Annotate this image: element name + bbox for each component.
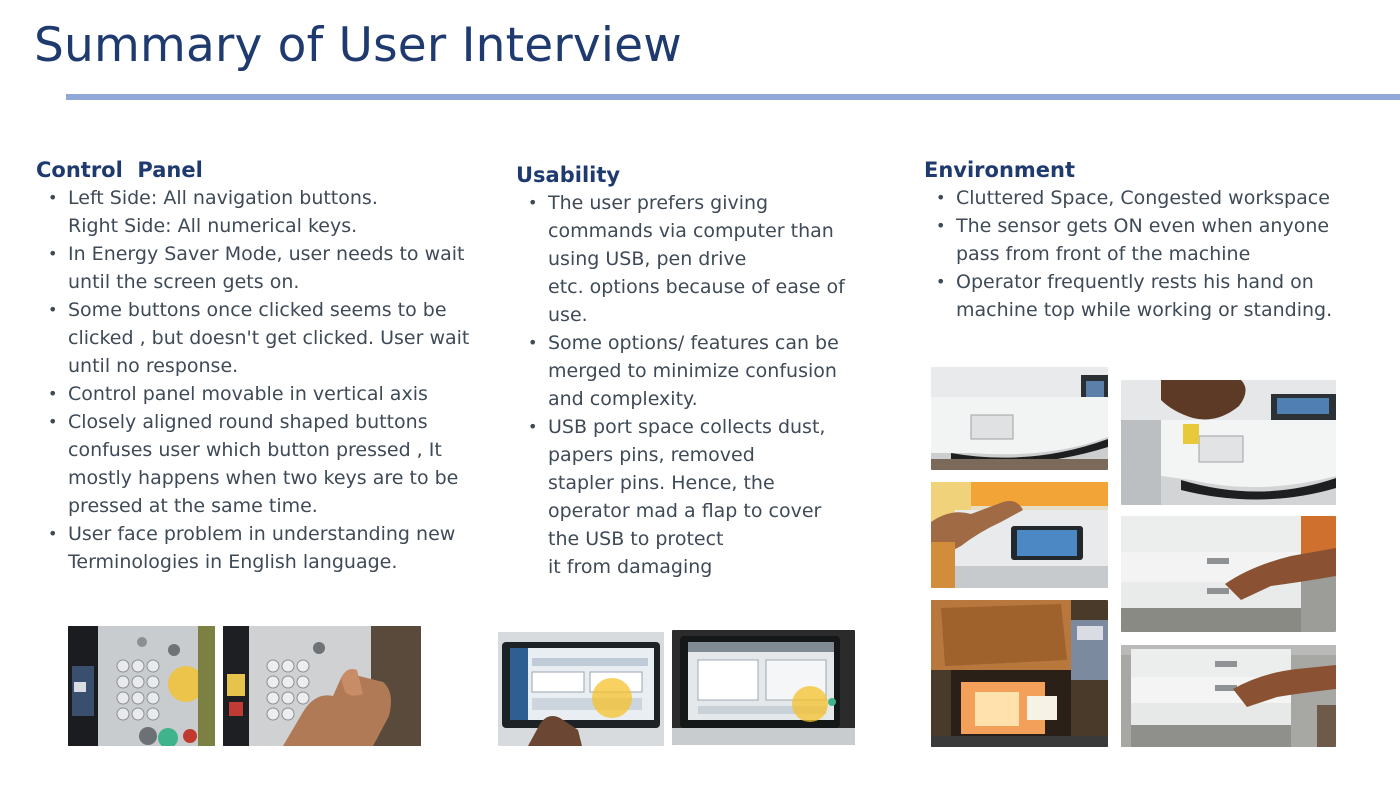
bullet-item: • Closely aligned round shaped buttons confuses user which button pressed , It mostly happens when two keys are to be pressed at the same time. xyxy=(36,408,486,520)
bullet-item: • Some options/ features can be merged to minimize confusion and complexity. xyxy=(516,329,856,413)
bullet-item: • Cluttered Space, Congested workspace xyxy=(924,184,1374,212)
slide-title: Summary of User Interview xyxy=(34,18,682,73)
section-control-panel xyxy=(36,158,486,576)
control-panel-bullet-list xyxy=(36,184,486,576)
bullet-item: • In Energy Saver Mode, user needs to wait until the screen gets on. xyxy=(36,240,486,296)
photo-control-panel-hand xyxy=(223,626,421,746)
photo-scanner-top xyxy=(931,367,1108,470)
bullet-item: • User face problem in understanding new Terminologies in English language. xyxy=(36,520,486,576)
bullet-item: • Some buttons once clicked seems to be clicked , but doesn't get clicked. User wait until no response. xyxy=(36,296,486,380)
section-environment xyxy=(924,158,1374,324)
photo-hand-on-machine-top xyxy=(1121,380,1336,505)
photo-open-cabinet xyxy=(931,600,1108,747)
bullet-item: • Left Side: All navigation buttons. Right Side: All numerical keys. xyxy=(36,184,486,240)
section-heading-usability: Usability xyxy=(516,163,621,187)
section-usability xyxy=(516,163,856,581)
environment-bullet-list xyxy=(924,184,1374,324)
photo-touchscreen-display xyxy=(672,630,855,745)
photo-hand-on-drawer xyxy=(1121,645,1336,747)
section-heading-control-panel: Control Panel xyxy=(36,158,203,182)
bullet-item: • USB port space collects dust, papers pins, removed stapler pins. Hence, the operator mad a flap to cover the USB to protect it from damaging xyxy=(516,413,856,581)
title-underline xyxy=(66,94,1400,100)
bullet-item: • Control panel movable in vertical axis xyxy=(36,380,486,408)
photo-control-panel-keypad xyxy=(68,626,215,746)
section-heading-environment: Environment xyxy=(924,158,1076,182)
bullet-item: • The sensor gets ON even when anyone pass from front of the machine xyxy=(924,212,1374,268)
bullet-item: • The user prefers giving commands via computer than using USB, pen drive etc. options because of ease of use. xyxy=(516,189,856,329)
photo-touchscreen-press xyxy=(498,632,664,746)
photo-drawer-open xyxy=(1121,516,1336,632)
bullet-item: • Operator frequently rests his hand on machine top while working or standing. xyxy=(924,268,1374,324)
photo-operator-at-panel xyxy=(931,482,1108,588)
usability-bullet-list xyxy=(516,189,856,581)
